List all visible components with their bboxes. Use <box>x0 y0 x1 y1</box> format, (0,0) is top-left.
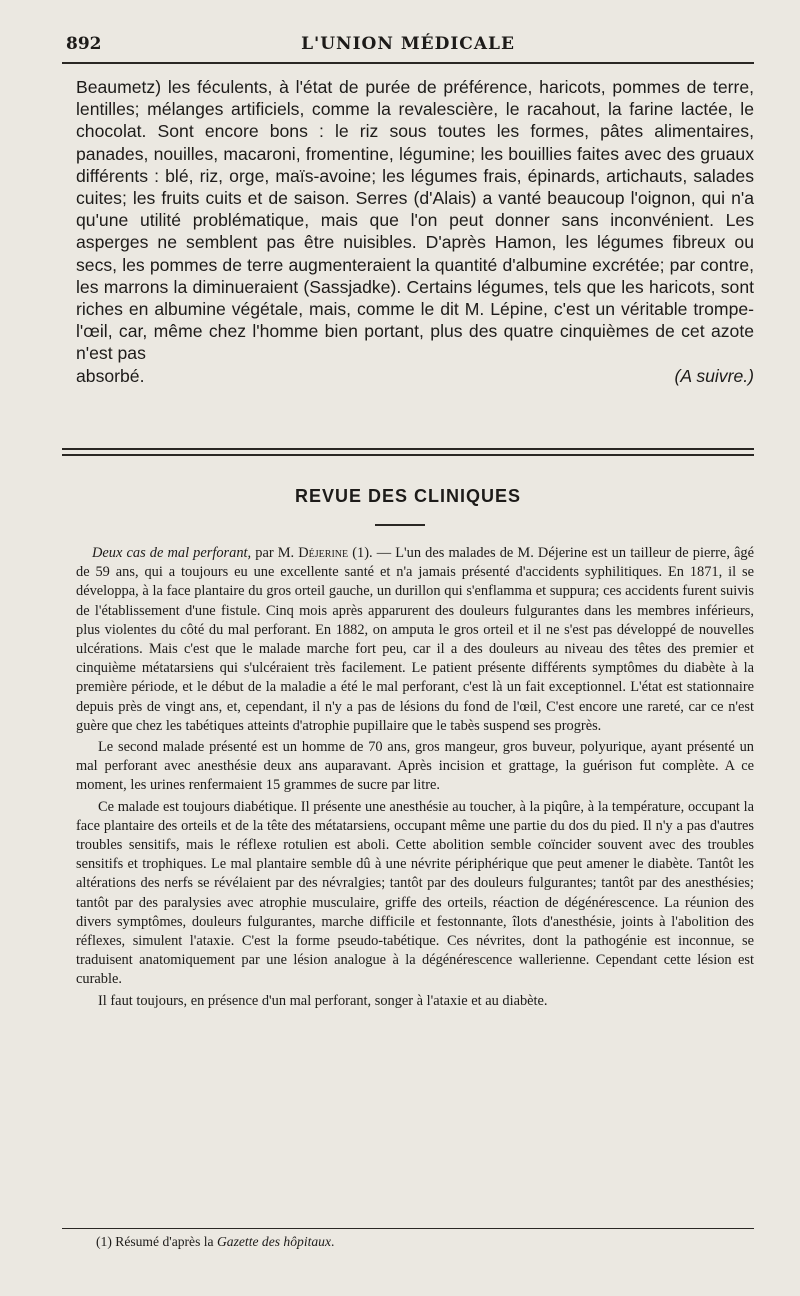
title-underline <box>375 524 425 526</box>
paragraph-1 <box>76 544 754 736</box>
footnote-rule <box>62 1228 754 1229</box>
section-title: REVUE DES CLINIQUES <box>294 486 522 506</box>
continued-paragraph <box>76 76 754 365</box>
footnote-end: . <box>331 1234 335 1249</box>
paragraph-3: Ce malade est toujours diabétique. Il présente une anesthésie au toucher, à la piqûre, à la température, occupant la face plantaire des orteils et de la tête des métatarsiens, occupant même une partie du dos du pied. Il n'y a pas d'autres troubles sensitifs, mais le réflexe rotulien est aboli. Cette abolition semble coïncider souvent avec des troubles sensitifs et trophiques. Le mal plantaire semble dû à une névrite périphérique que peut amener le diabète. Tantôt les altérations des nerfs se révélaient par des névralgies; tantôt par des douleurs fulgurantes; tantôt par des anesthésies; tantôt par des paralysies avec atrophie musculaire, griffe des orteils, réaction de dégénérescence. La réunion des divers symptômes, douleurs fulgurantes, marche difficile et festonnante, îlots d'anesthésie, joints à l'abolition des réflexes, simulent l'ataxie. C'est la forme pseudo-tabétique. Ces névrites, dont la pathogénie est inconnue, se traduisent anatomiquement par une lésion analogue à la dégénérescence wallerienne. Cependant cette lésion est curable. <box>76 798 754 988</box>
section-separator-top <box>62 448 754 450</box>
section-separator-bottom <box>62 454 754 456</box>
to-be-continued: (A suivre.) <box>674 365 754 386</box>
paragraph-2: Le second malade présenté est un homme de 70 ans, gros mangeur, gros buveur, polyurique, ayant présenté un mal perforant avec anesthésie deux ans auparavant. Après incision et grattage, la guérison fut complète. A ce moment, les urines renfermaient 15 grammes de sucre par litre. <box>76 739 754 794</box>
running-title: L'UNION MÉDICALE <box>301 34 515 54</box>
last-word: absorbé. <box>76 365 145 386</box>
footnote-mark: (1) Résumé d'après la <box>96 1234 217 1249</box>
article-ending <box>76 365 754 387</box>
running-header <box>62 30 754 60</box>
by-text: par M. <box>251 545 299 561</box>
clinical-review <box>76 544 754 1013</box>
continued-text: Beaumetz) les féculents, à l'état de purée de préférence, haricots, pommes de terre, lentilles; mélanges artificiels, comme la revalescière, le racahout, la farine lactée, le chocolat. Sont encore bons : le riz sous toutes les formes, pâtes alimentaires, panades, nouilles, macaroni, fromentine, légumine; les bouillies faites avec des gruaux différents : blé, riz, orge, maïs-avoine; les légumes frais, épinards, artichauts, salades cuites; les fruits cuits et de saison. Serres (d'Alais) a vanté beaucoup l'oignon, qui n'a qu'une utilité problématique, mais que l'on peut donner sans inconvénient. Les asperges ne semblent pas être nuisibles. D'après Hamon, les légumes fibreux ou secs, les pommes de terre augmenteraient la quantité d'albumine excrétée; par contre, les marrons la diminueraient (Sassjadke). Certains légumes, tels que les haricots, sont riches en albumine végétale, mais, comme le dit M. Lépine, c'est un véritable trompe-l'œil, car, même chez l'homme bien portant, plus des quatre cinquièmes de cet azote n'est pas <box>76 77 754 364</box>
footnote-source: Gazette des hôpitaux <box>216 1234 331 1249</box>
header-rule <box>62 62 754 64</box>
paragraph-1-body: L'un des malades de M. Déjerine est un tailleur de pierre, âgé de 59 ans, qui a toujours eu une excellente santé et n'a jamais présenté d'accidents syphilitiques. En 1871, il se développa, à la face plantaire du gros orteil gauche, un durillon qui s'enflamma et suppura; ces accidents furent suivis de l'établissement d'une fistule. Cinq mois après apparurent des douleurs fulgurantes dans les membres inférieurs, plus violentes du côté du mal perforant. En 1882, on amputa le gros orteil et il ne s'est pas développé de nouvelles ulcérations. Mais c'est que le malade marche fort peu, car il a des douleurs au niveau des têtes des premier et cinquième métatarsiens qui s'ulcéraient très facilement. Le patient présente différents symptômes du diabète à la première période, et le début de la maladie a été le mal perforant, c'est là un fait exceptionnel. L'état est stationnaire depuis près de vingt ans, et, cependant, il n'y a pas de lésions du fond de l'œil, C'est encore une rareté, car ce n'est guère que chez les tabétiques atteints d'atrophie pupillaire que le tabès suspend ses progrès. <box>76 545 754 734</box>
footnote <box>96 1234 754 1250</box>
paragraph-4: Il faut toujours, en présence d'un mal perforant, songer à l'ataxie et au diabète. <box>98 992 548 1009</box>
page-number: 892 <box>66 34 102 54</box>
author-name: Déjerine <box>298 545 349 561</box>
continued-article <box>76 76 754 387</box>
footnote-ref: (1). — <box>348 545 396 561</box>
case-title: Deux cas de mal perforant, <box>92 545 252 561</box>
